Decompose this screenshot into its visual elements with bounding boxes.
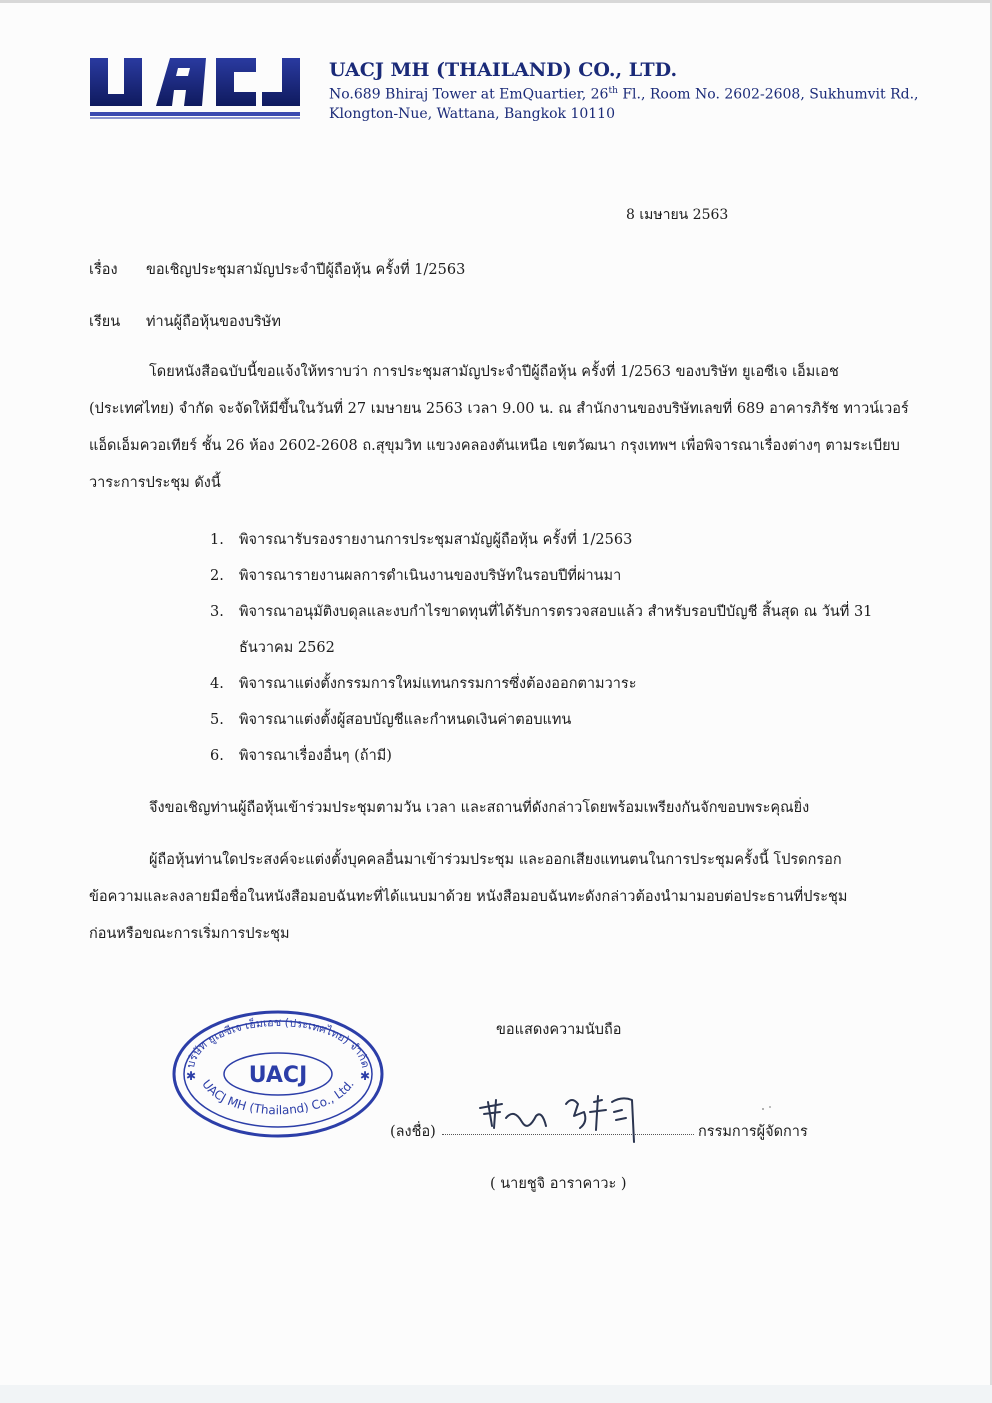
agenda-text: พิจารณาเรื่องอื่นๆ (ถ้ามี) bbox=[239, 748, 392, 764]
seal-star-icon: ✱ bbox=[186, 1069, 197, 1083]
company-address-line2: Klongton-Nue, Wattana, Bangkok 10110 bbox=[329, 105, 615, 122]
paragraph-line: วาระการประชุม ดังนี้ bbox=[89, 475, 221, 491]
svg-text:บริษัท ยูเอซีเจ เอ็มเอช (ประเท bbox=[184, 1016, 372, 1069]
paragraph-line: ก่อนหรือขณะการเริ่มการประชุม bbox=[89, 926, 290, 942]
paragraph-line: แอ็ดเอ็มควอเทียร์ ชั้น 26 ห้อง 2602-2608 ถ.สุขุมวิท แขวงคลองตันเหนือ เขตวัฒนา กรุงเทพฯ เพื่อพิจารณาเรื่องต่างๆ ตามระเบียบ bbox=[89, 438, 900, 454]
agenda-text: ธันวาคม 2562 bbox=[239, 640, 335, 656]
agenda-number: 1. bbox=[210, 532, 224, 548]
company-header bbox=[329, 58, 919, 124]
subject-label: เรื่อง bbox=[89, 262, 118, 278]
agenda-text: พิจารณาแต่งตั้งกรรมการใหม่แทนกรรมการซึ่งต้องออกตามวาระ bbox=[239, 676, 637, 692]
seal-star-icon: ✱ bbox=[360, 1069, 371, 1083]
handwritten-signature bbox=[462, 1082, 662, 1154]
paragraph-line: (ประเทศไทย) จำกัด จะจัดให้มีขึ้นในวันที่ 27 เมษายน 2563 เวลา 9.00 น. ณ สำนักงานของบริษัทเลขที่ 689 อาคารภิรัช ทาวน์เวอร์ bbox=[89, 401, 909, 417]
intro-paragraph bbox=[89, 354, 909, 502]
company-name: UACJ MH (THAILAND) CO., LTD. bbox=[329, 59, 678, 81]
subject-value: ขอเชิญประชุมสามัญประจำปีผู้ถือหุ้น ครั้งที่ 1/2563 bbox=[146, 262, 466, 278]
agenda-number: 6. bbox=[210, 748, 224, 764]
company-address-line1 bbox=[329, 82, 919, 105]
proxy-paragraph bbox=[89, 842, 889, 953]
paragraph-line: โดยหนังสือฉบับนี้ขอแจ้งให้ทราบว่า การประชุมสามัญประจำปีผู้ถือหุ้น ครั้งที่ 1/2563 ของบริษัท ยูเอซีเจ เอ็มเอช bbox=[149, 364, 839, 380]
agenda-item bbox=[210, 738, 900, 774]
bottom-strip bbox=[0, 1385, 992, 1403]
agenda-item bbox=[210, 666, 900, 702]
closing-phrase: ขอแสดงความนับถือ bbox=[496, 1022, 622, 1038]
scan-speck bbox=[760, 1104, 774, 1114]
agenda-number: 3. bbox=[210, 604, 224, 620]
agenda-text: พิจารณาแต่งตั้งผู้สอบบัญชีและกำหนดเงินค่าตอบแทน bbox=[239, 712, 572, 728]
seal-bottom-text: UACJ MH (Thailand) Co., Ltd. bbox=[199, 1077, 357, 1118]
signer-title: กรรมการผู้จัดการ bbox=[698, 1124, 808, 1140]
agenda-number: 2. bbox=[210, 568, 224, 584]
agenda-text: พิจารณารายงานผลการดำเนินงานของบริษัทในรอบปีที่ผ่านมา bbox=[239, 568, 622, 584]
paragraph-line: ข้อความและลงลายมือชื่อในหนังสือมอบฉันทะที่ได้แนบมาด้วย หนังสือมอบฉันทะดังกล่าวต้องนำมามอบต่อประธานที่ประชุม bbox=[89, 889, 848, 905]
seal-center-text: UACJ bbox=[248, 1063, 308, 1088]
company-logo bbox=[86, 54, 306, 122]
address-part: No.689 Bhiraj Tower at EmQuartier, 26 bbox=[329, 86, 609, 103]
letter-date: 8 เมษายน 2563 bbox=[626, 207, 729, 223]
agenda-item bbox=[210, 558, 900, 594]
recipient-label: เรียน bbox=[89, 314, 121, 330]
company-seal bbox=[170, 1008, 386, 1140]
agenda-text: พิจารณารับรองรายงานการประชุมสามัญผู้ถือหุ้น ครั้งที่ 1/2563 bbox=[239, 532, 633, 548]
address-part: Fl., Room No. 2602-2608, Sukhumvit Rd., bbox=[617, 86, 919, 103]
agenda-number: 5. bbox=[210, 712, 224, 728]
top-border bbox=[0, 0, 992, 3]
agenda-text: พิจารณาอนุมัติงบดุลและงบกำไรขาดทุนที่ได้รับการตรวจสอบแล้ว สำหรับรอบปีบัญชี สิ้นสุด ณ วันที่ 31 bbox=[239, 604, 873, 620]
agenda-item bbox=[210, 702, 900, 738]
address-superscript: th bbox=[608, 86, 618, 96]
seal-top-text: บริษัท ยูเอซีเจ เอ็มเอช (ประเทศไทย) จำกัด bbox=[184, 1015, 372, 1070]
signature-prefix: (ลงชื่อ) bbox=[390, 1124, 436, 1140]
recipient-value: ท่านผู้ถือหุ้นของบริษัท bbox=[146, 314, 281, 330]
agenda-number: 4. bbox=[210, 676, 224, 692]
invitation-paragraph bbox=[89, 790, 889, 827]
paragraph-line: ผู้ถือหุ้นท่านใดประสงค์จะแต่งตั้งบุคคลอื่นมาเข้าร่วมประชุม และออกเสียงแทนตนในการประชุมครั้งนี้ โปรดกรอก bbox=[149, 852, 842, 868]
agenda-item bbox=[210, 594, 900, 666]
agenda-item bbox=[210, 522, 900, 558]
agenda-list bbox=[210, 522, 900, 774]
signer-name: ( นายชูจิ อาราคาวะ ) bbox=[490, 1176, 627, 1192]
paragraph-line: จึงขอเชิญท่านผู้ถือหุ้นเข้าร่วมประชุมตามวัน เวลา และสถานที่ดังกล่าวโดยพร้อมเพรียงกันจักขอบพระคุณยิ่ง bbox=[149, 800, 810, 816]
